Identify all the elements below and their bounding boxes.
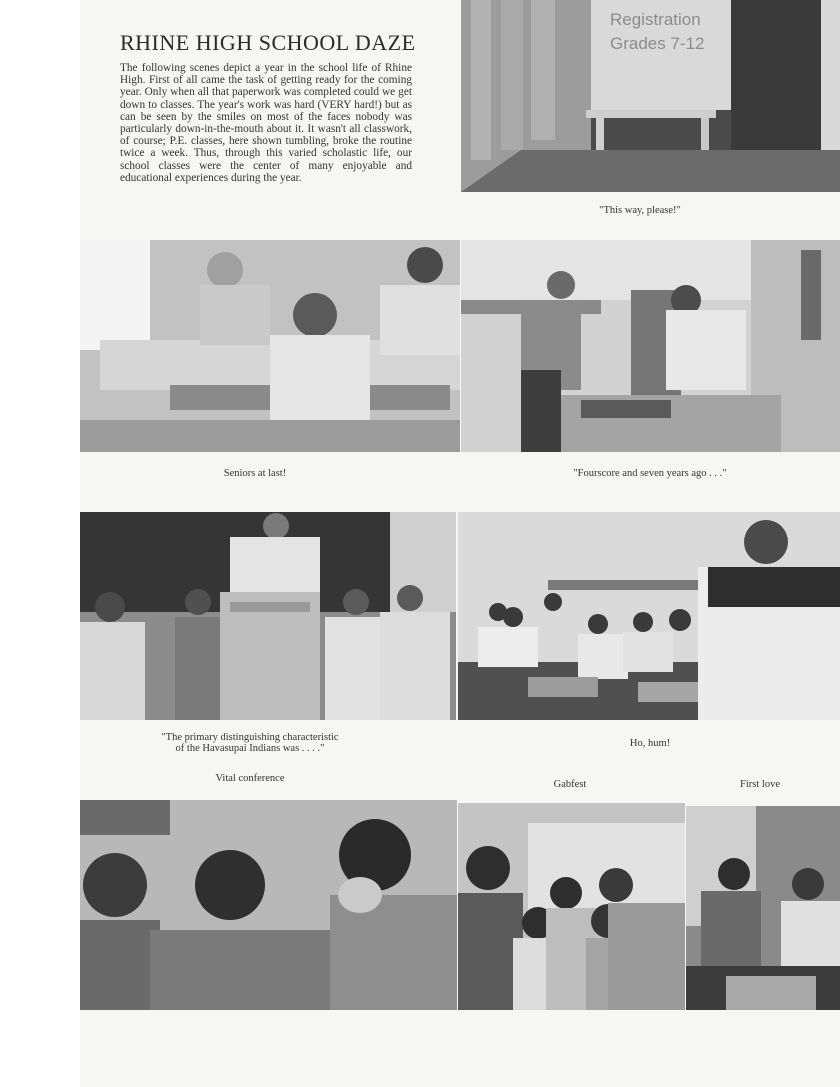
caption-first-love: First love xyxy=(740,779,780,790)
photo-ho-hum xyxy=(458,512,840,720)
caption-havasupai: "The primary distinguishing characteristic of the Havasupai Indians was . . . ." xyxy=(161,732,339,754)
caption-this-way-please: "This way, please!" xyxy=(599,205,681,216)
caption-ho-hum: Ho, hum! xyxy=(629,738,671,749)
photo-first-love xyxy=(686,806,840,1010)
caption-gabfest: Gabfest xyxy=(553,779,587,790)
page-title: RHINE HIGH SCHOOL DAZE xyxy=(120,30,416,55)
intro-paragraph: The following scenes depict a year in the school life of Rhine High. First of all came the task of getting ready for the coming year. Only when all that paperwork was completed could we get down to classes. The year's work was hard (VERY hard!) but as can be seen by the smiles on most of the faces nobody was particularly down-in-the-mouth about it. It wasn't all classwork, of course; P.E. classes, here shown tumbling, broke the routine twice a week. Thus, through this varied scholastic life, our school classes were the center of many enjoyable and educational experiences during the year. xyxy=(120,62,412,184)
photo-vital-conference xyxy=(80,800,457,1010)
registration-sign: Registration Grades 7-12 xyxy=(610,10,705,53)
caption-seniors-at-last: Seniors at last! xyxy=(223,468,287,479)
caption-fourscore: "Fourscore and seven years ago . . ." xyxy=(573,468,727,479)
photo-seniors xyxy=(80,240,460,452)
photo-gabfest xyxy=(458,803,685,1010)
photo-fourscore xyxy=(461,240,840,452)
caption-vital-conference: Vital conference xyxy=(215,773,285,784)
photo-havasupai xyxy=(80,512,456,720)
